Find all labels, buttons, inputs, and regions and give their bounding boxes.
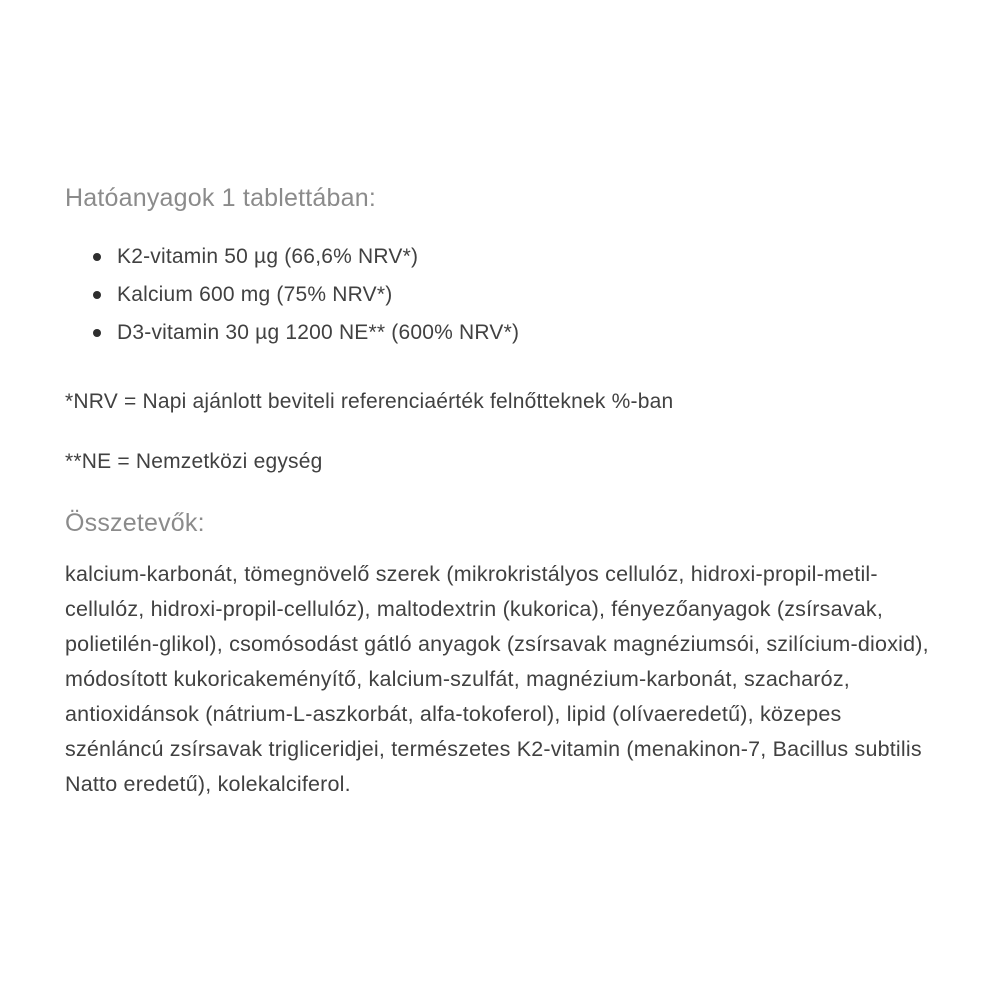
active-ingredients-heading: Hatóanyagok 1 tablettában: [65, 184, 376, 212]
list-item-kalcium [117, 276, 931, 314]
active-ingredients-list [65, 238, 931, 352]
bullet-icon [93, 291, 101, 299]
list-item-d3-vitamin [117, 314, 931, 352]
ingredients-heading: Összetevők: [65, 509, 205, 537]
bullet-icon [93, 253, 101, 261]
footnote-nrv: *NRV = Napi ajánlott beviteli referenciaérték felnőtteknek %-ban [65, 390, 674, 413]
ingredients-paragraph: kalcium-karbonát, tömegnövelő szerek (mikrokristályos cellulóz, hidroxi-propil-metil-cellulóz, hidroxi-propil-cellulóz), maltodextrin (kukorica), fényezőanyagok (zsírsavak, polietilén-glikol), csomósodást gátló anyagok (zsírsavak magnéziumsói, szilícium-dioxid), módosított kukoricakeményítő, kalcium-szulfát, magnézium-karbonát, szacharóz, antioxidánsok (nátrium-L-aszkorbát, alfa-tokoferol), lipid (olívaeredetű), közepes szénláncú zsírsavak trigliceridjei, természetes K2-vitamin (menakinon-7, Bacillus subtilis Natto eredetű), kolekalciferol. [65, 562, 929, 796]
list-item-label: K2-vitamin 50 µg (66,6% NRV*) [117, 245, 419, 268]
footnote-ne: **NE = Nemzetközi egység [65, 450, 323, 473]
ingredient-info-section [65, 183, 931, 802]
list-item-label: Kalcium 600 mg (75% NRV*) [117, 283, 393, 306]
bullet-icon [93, 329, 101, 337]
list-item-k2-vitamin [117, 238, 931, 276]
list-item-label: D3-vitamin 30 µg 1200 NE** (600% NRV*) [117, 321, 520, 344]
